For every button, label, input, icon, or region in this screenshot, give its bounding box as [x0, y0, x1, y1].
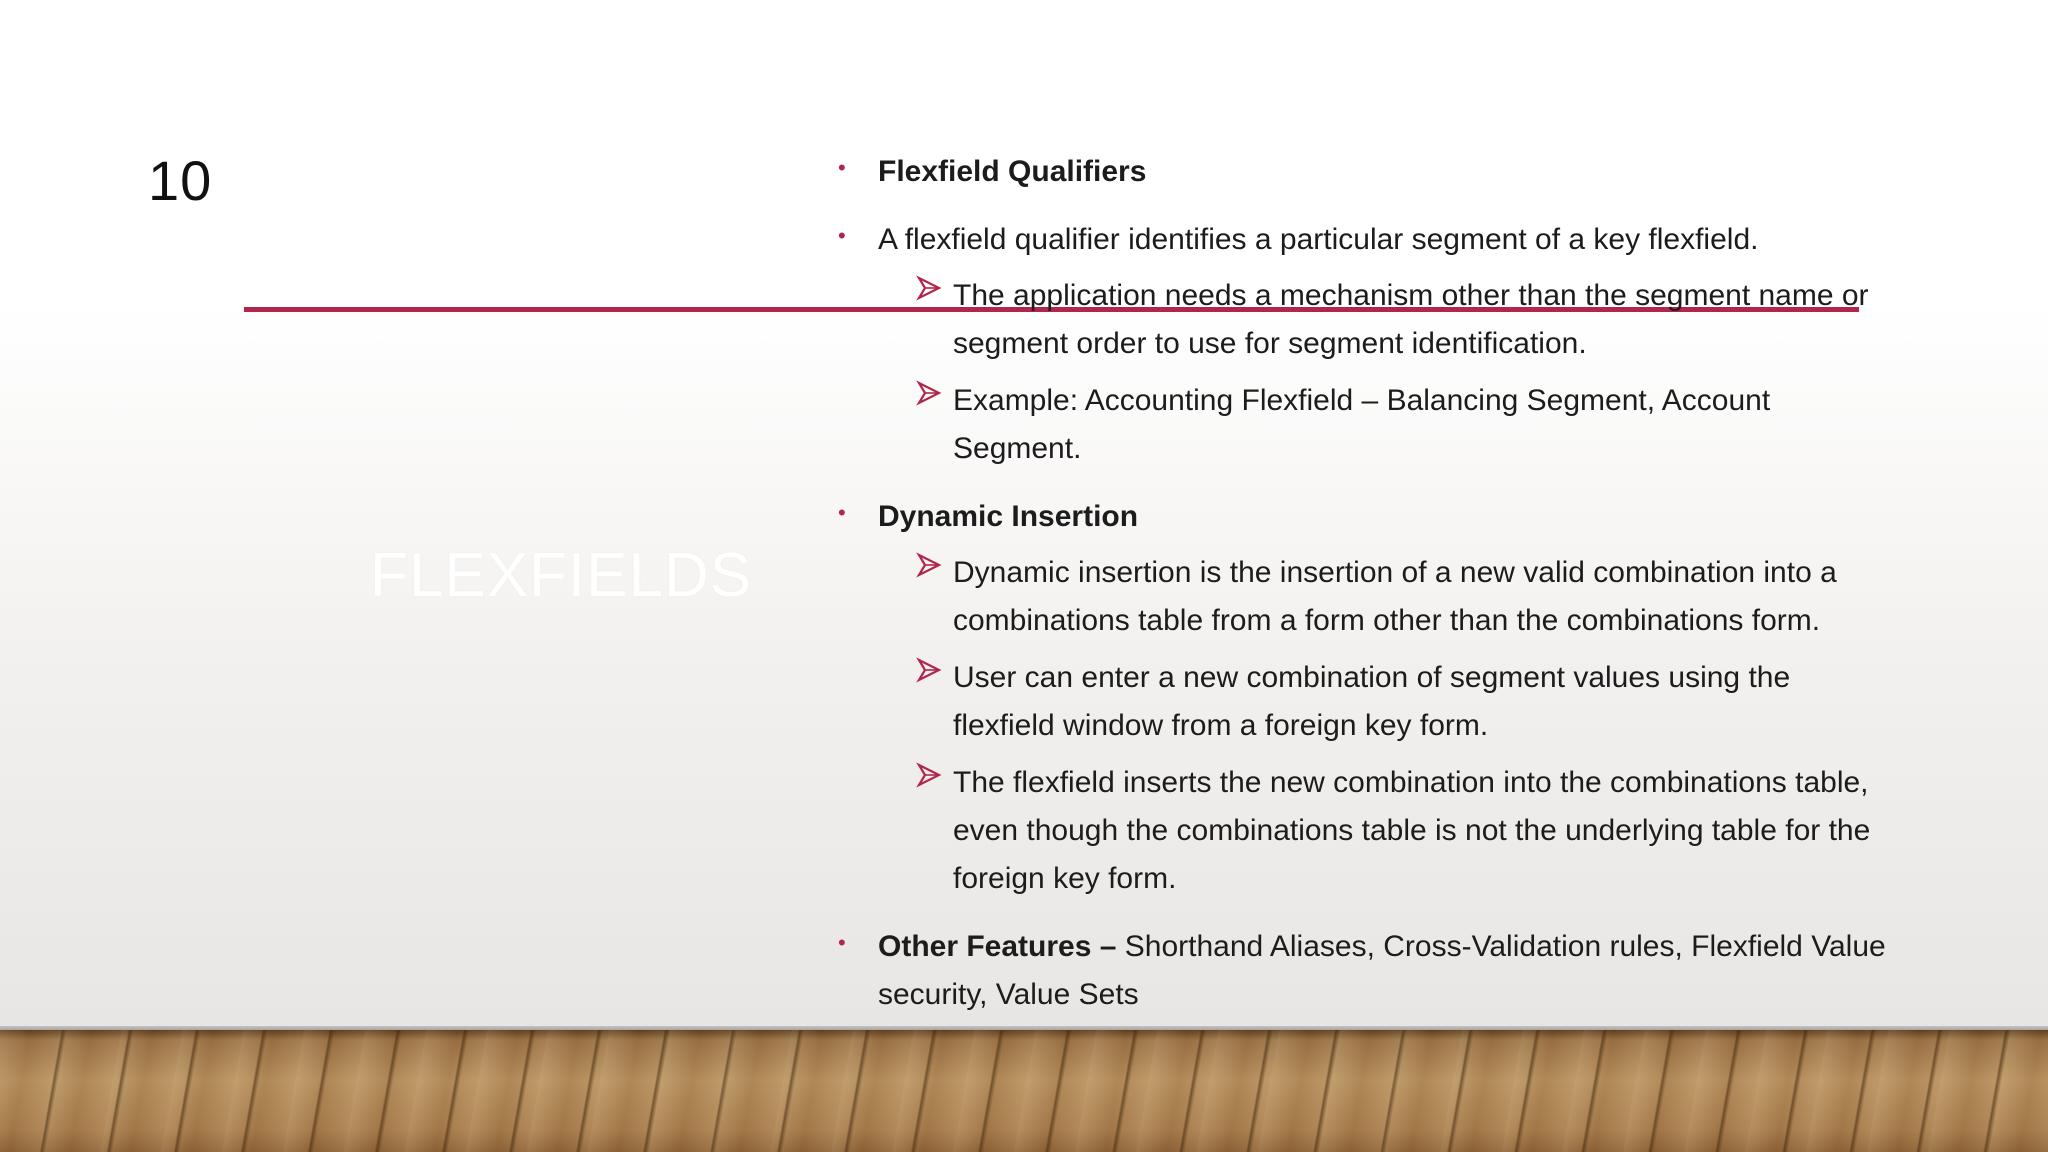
arrow-bullet-icon	[916, 275, 942, 301]
bullet-text: A flexfield qualifier identifies a particular segment of a key flexfield.	[878, 223, 1759, 256]
section-title: FLEXFIELDS	[370, 541, 753, 610]
sub-bullet-item	[838, 654, 1898, 750]
sub-bullet-item	[838, 759, 1898, 903]
bullet-dot-icon: •	[838, 223, 846, 248]
sub-bullet-item	[838, 377, 1898, 473]
content-list	[838, 148, 1898, 1039]
bullet-item	[838, 148, 1898, 196]
bullet-item	[838, 923, 1898, 1019]
bullet-item	[838, 493, 1898, 541]
slide-number: 10	[148, 149, 213, 212]
bullet-dot-icon: •	[838, 930, 846, 955]
bullet-text	[878, 930, 1886, 1011]
sub-bullet-item	[838, 272, 1898, 368]
sub-bullet-text: The application needs a mechanism other than the segment name or segment order to use for segment identification.	[953, 279, 1869, 360]
wood-floor-background	[0, 1030, 2048, 1152]
bullet-rest-text: Shorthand Aliases, Cross-Validation rules, Flexfield Value security, Value Sets	[878, 930, 1886, 1011]
bullet-dot-icon: •	[838, 155, 846, 180]
sub-bullet-item	[838, 549, 1898, 645]
sub-bullet-text: The flexfield inserts the new combination into the combinations table, even though the combinations table is not the underlying table for the foreign key form.	[953, 766, 1871, 895]
bullet-item	[838, 216, 1898, 264]
arrow-bullet-icon	[916, 657, 942, 683]
sub-bullet-text: Dynamic insertion is the insertion of a new valid combination into a combinations table from a form other than the combinations form.	[953, 556, 1837, 637]
bullet-text: Dynamic Insertion	[878, 500, 1139, 533]
arrow-bullet-icon	[916, 380, 942, 406]
sub-bullet-text: User can enter a new combination of segment values using the flexfield window from a foreign key form.	[953, 661, 1791, 742]
bullet-text: Flexfield Qualifiers	[878, 155, 1147, 188]
bullet-dot-icon: •	[838, 500, 846, 525]
bullet-bold-label: Other Features –	[878, 930, 1117, 963]
arrow-bullet-icon	[916, 762, 942, 788]
arrow-bullet-icon	[916, 552, 942, 578]
sub-bullet-text: Example: Accounting Flexfield – Balancing Segment, Account Segment.	[953, 384, 1771, 465]
